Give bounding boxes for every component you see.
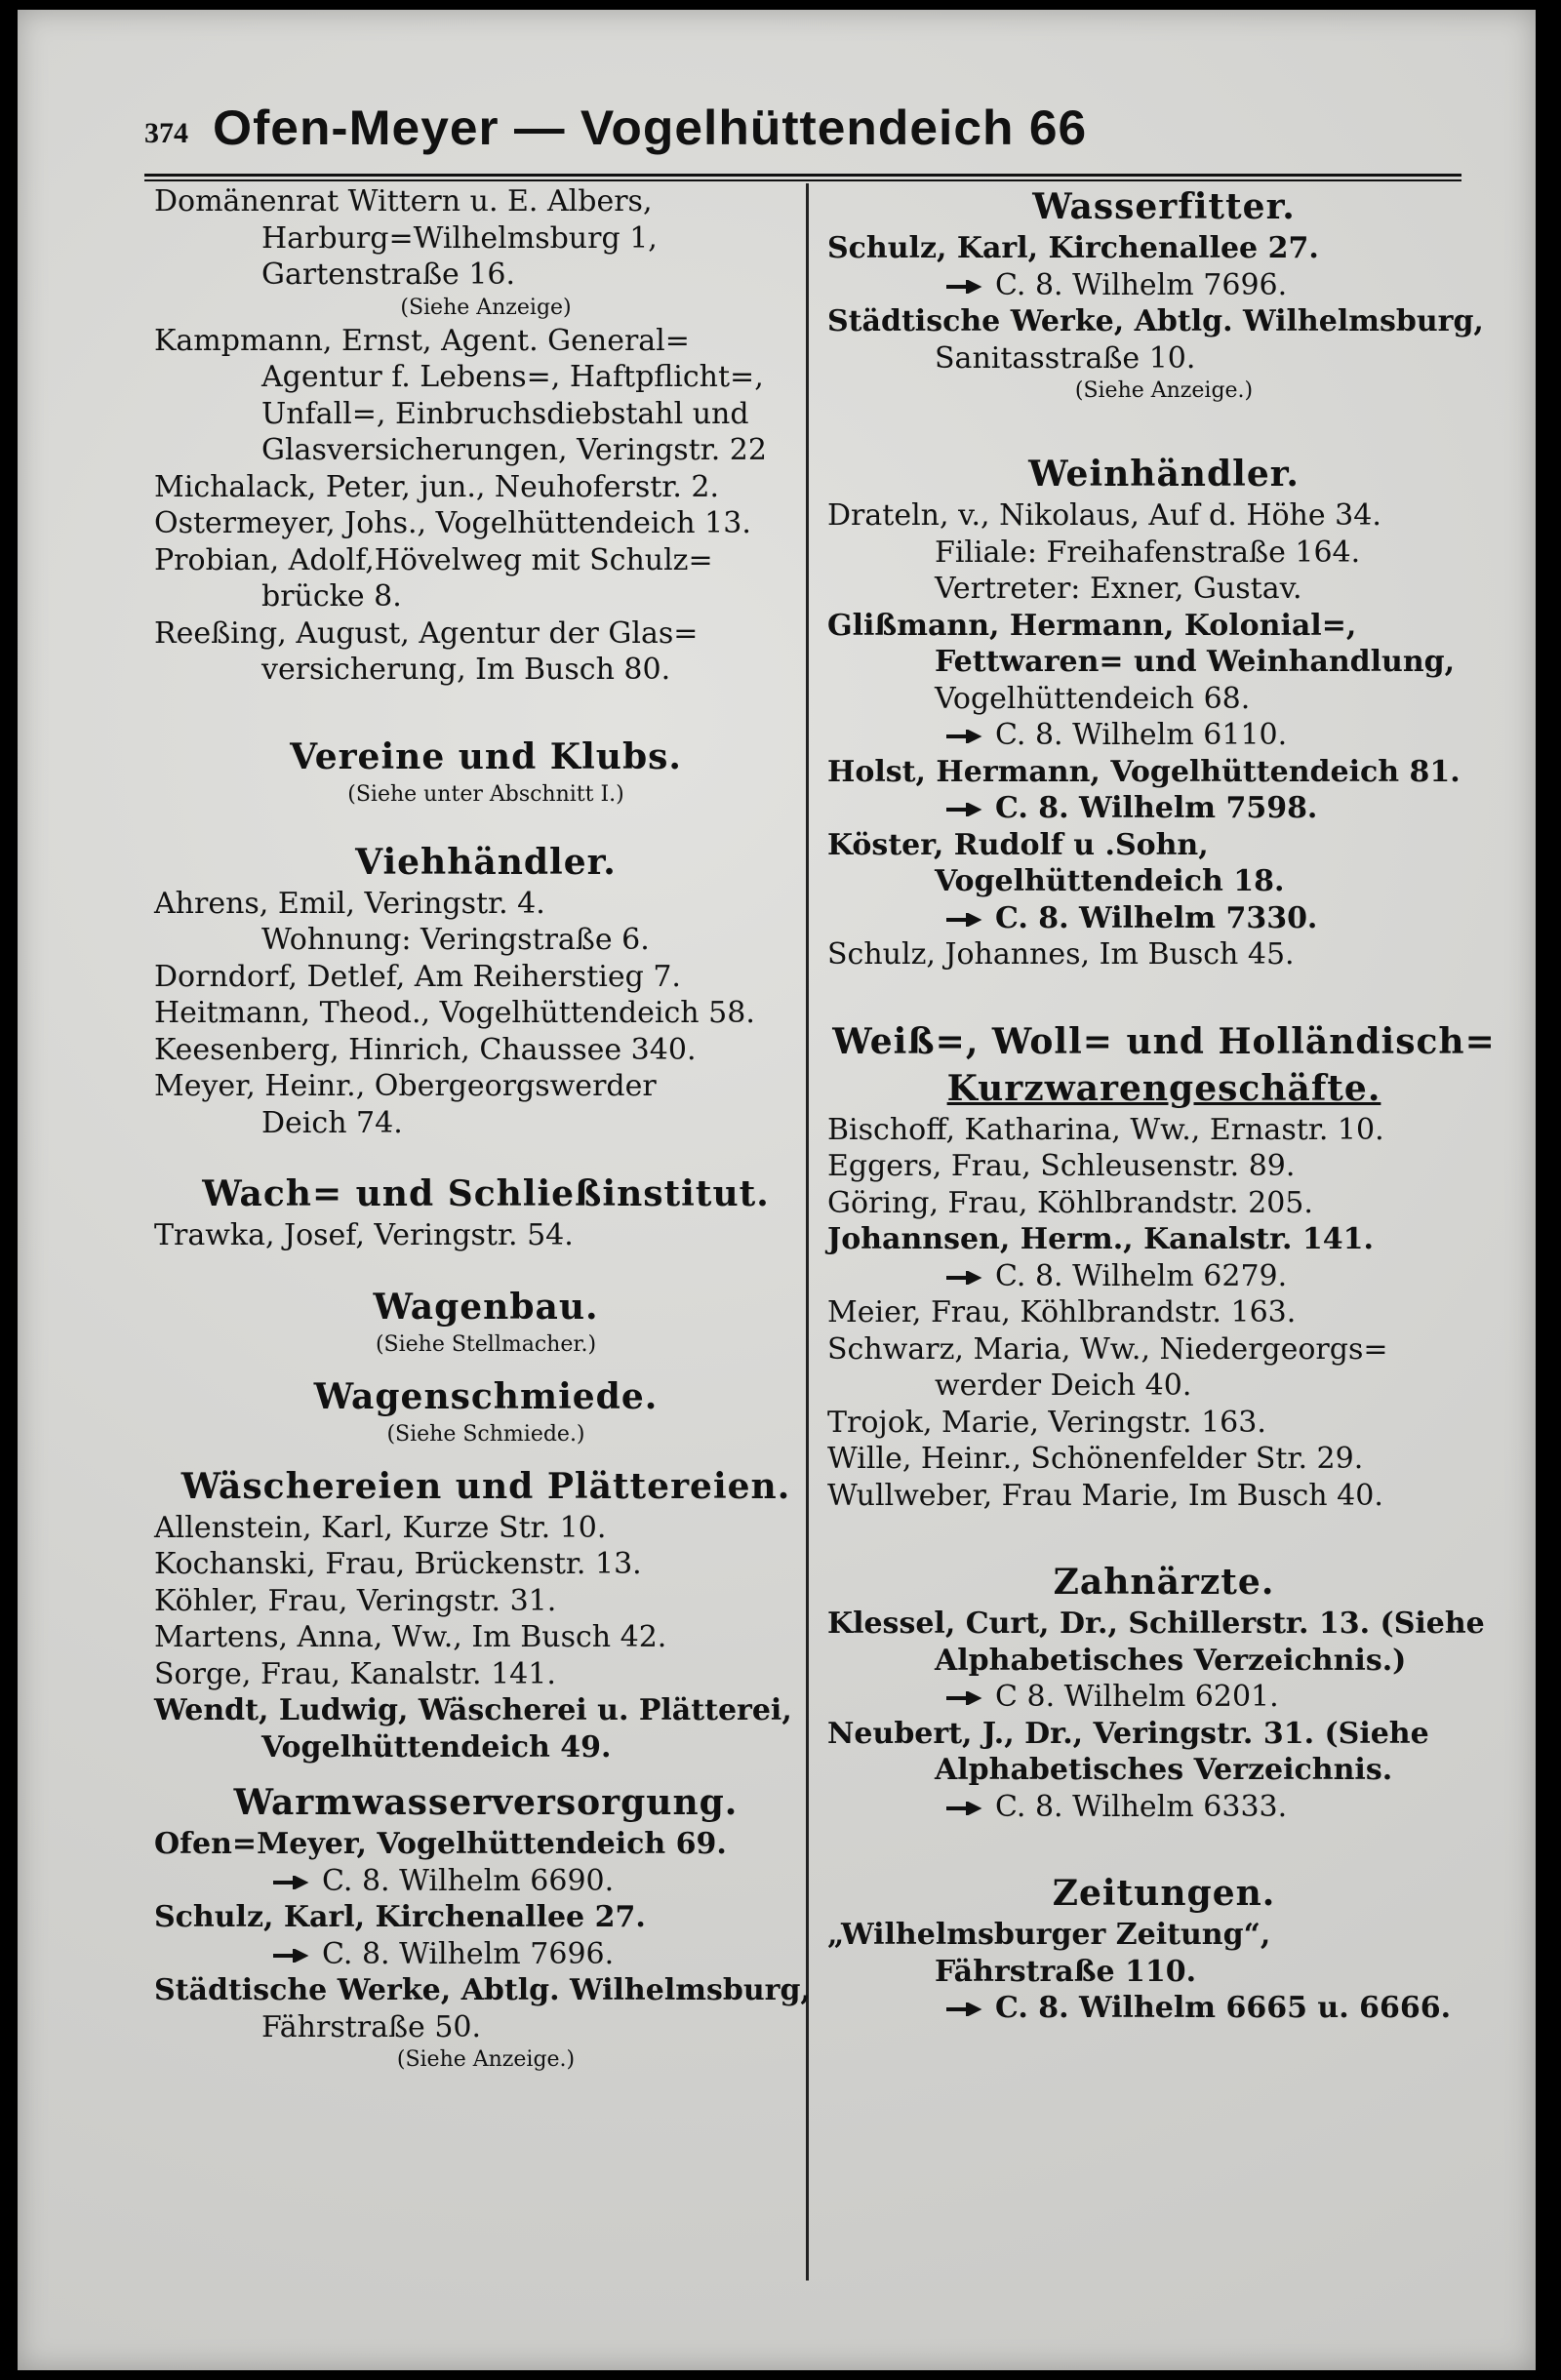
list-item: Neubert, J., Dr., Veringstr. 31. (Siehe [827,1716,1429,1751]
list-item: Wullweber, Frau Marie, Im Busch 40. [827,1478,1383,1513]
phone-number: C. 8. Wilhelm 6110. [995,718,1288,752]
list-item: Holst, Hermann, Vogelhüttendeich 81. [827,754,1461,789]
phone-line [827,267,1501,304]
section-title: Warmwasserversorgung. [233,1782,739,1823]
phone-number: C. 8. Wilhelm 6279. [995,1258,1288,1293]
list-item: versicherung, Im Busch 80. [261,653,671,687]
section-title: Viehhändler. [355,841,617,883]
section-title: Wasserfitter. [1032,186,1296,227]
section-title: Vereine und Klubs. [290,735,682,777]
list-item: Klessel, Curt, Dr., Schillerstr. 13. (Siehe [827,1606,1485,1641]
list-item: Meier, Frau, Köhlbrandstr. 163. [827,1295,1297,1329]
phone-number: C. 8. Wilhelm 7696. [322,1936,615,1971]
advert-note: (Siehe Anzeige) [400,295,572,320]
list-item: Köster, Rudolf u .Sohn, [827,827,1209,862]
section-note: (Siehe Stellmacher.) [375,1331,597,1357]
section-title: Zahnärzte. [1053,1562,1275,1603]
list-item: Vogelhüttendeich 49. [261,1729,612,1765]
left-column [154,183,818,2075]
phone-number: C. 8. Wilhelm 6333. [995,1789,1288,1824]
section-title: Weiß=, Woll= und Holländisch= [832,1020,1496,1062]
telephone-hand-icon [271,1876,314,1889]
section-title: Wach= und Schließinstitut. [202,1173,770,1214]
list-item: Heitmann, Theod., Vogelhüttendeich 58. [154,996,755,1030]
phone-line [154,1936,818,1973]
header-rule-bottom [144,179,1461,181]
advert-note: (Siehe Anzeige.) [396,2047,576,2072]
phone-number: C. 8. Wilhelm 6690. [322,1863,615,1898]
phone-line [827,1679,1501,1716]
phone-line [827,1990,1501,2027]
list-item: Wohnung: Veringstraße 6. [261,923,650,957]
list-item: Sanitasstraße 10. [935,340,1196,376]
list-item: Bischoff, Katharina, Ww., Ernastr. 10. [827,1112,1384,1147]
list-item: Martens, Anna, Ww., Im Busch 42. [154,1620,667,1654]
list-item: Allenstein, Karl, Kurze Str. 10. [154,1510,607,1545]
section-title: Zeitungen. [1052,1873,1276,1914]
phone-line [827,790,1501,827]
list-item: Unfall=, Einbruchsdiebstahl und [261,396,749,431]
list-item: Glißmann, Hermann, Kolonial=, [827,608,1357,643]
list-item: Trojok, Marie, Veringstr. 163. [827,1405,1266,1440]
right-column [827,183,1501,2027]
list-item: Glasversicherungen, Veringstr. 22 [261,433,767,467]
telephone-hand-icon [944,1691,987,1705]
phone-number: C. 8. Wilhelm 6665 u. 6666. [995,1991,1452,2025]
phone-number: C. 8. Wilhelm 7330. [995,900,1318,935]
list-item: Probian, Adolf,Hövelweg mit Schulz= [154,542,713,577]
telephone-hand-icon [271,1949,314,1963]
list-item: Schulz, Karl, Kirchenallee 27. [827,231,1319,265]
list-item: Dorndorf, Detlef, Am Reiherstieg 7. [154,959,681,994]
phone-number: C. 8. Wilhelm 7598. [995,791,1318,825]
list-item: Domänenrat Wittern u. E. Albers, [154,184,653,218]
phone-number: C. 8. Wilhelm 7696. [995,267,1288,302]
list-item: Vogelhüttendeich 68. [935,681,1251,716]
list-item: Filiale: Freihafenstraße 164. [935,535,1361,570]
list-item: Trawka, Josef, Veringstr. 54. [154,1218,574,1252]
list-item: Vogelhüttendeich 18. [935,864,1285,898]
list-item: Drateln, v., Nikolaus, Auf d. Höhe 34. [827,498,1381,533]
list-item: Ahrens, Emil, Veringstr. 4. [154,886,545,921]
directory-page [18,10,1536,2370]
phone-line [154,1863,818,1900]
list-item: Agentur f. Lebens=, Haftpflicht=, [261,360,764,394]
telephone-hand-icon [944,1802,987,1815]
list-item: Keesenberg, Hinrich, Chaussee 340. [154,1032,697,1067]
phone-line [827,900,1501,937]
list-item: Ofen=Meyer, Vogelhüttendeich 69. [154,1827,727,1861]
page-header [144,99,1461,168]
list-item: Schulz, Johannes, Im Busch 45. [827,937,1295,972]
page-number: 374 [144,117,188,149]
list-item: Wendt, Ludwig, Wäscherei u. Plätterei, [154,1693,792,1727]
list-item: Meyer, Heinr., Obergeorgswerder [154,1069,657,1103]
running-title: Ofen-Meyer — Vogelhüttendeich 66 [213,100,1088,155]
list-item: Johannsen, Herm., Kanalstr. 141. [827,1222,1374,1256]
list-item: „Wilhelmsburger Zeitung“, [827,1918,1271,1952]
telephone-hand-icon [944,913,987,927]
list-item: Fettwaren= und Weinhandlung, [935,645,1456,679]
list-item: Städtische Werke, Abtlg. Wilhelmsburg, [827,304,1484,338]
section-title: Wagenbau. [373,1286,599,1328]
list-item: Wille, Heinr., Schönenfelder Str. 29. [827,1442,1364,1476]
list-item: Vertreter: Exner, Gustav. [935,572,1302,606]
list-item: Eggers, Frau, Schleusenstr. 89. [827,1149,1296,1183]
list-item: Reeßing, August, Agentur der Glas= [154,615,699,651]
section-title-cont: Kurzwarengeschäfte. [946,1067,1381,1109]
telephone-hand-icon [944,730,987,743]
advert-note: (Siehe Anzeige.) [1074,378,1254,403]
list-item: Alphabetisches Verzeichnis. [935,1753,1393,1787]
phone-line [827,1258,1501,1295]
phone-number: C 8. Wilhelm 6201. [995,1680,1279,1714]
list-item: werder Deich 40. [935,1368,1192,1403]
list-item: Sorge, Frau, Kanalstr. 141. [154,1656,556,1691]
section-title: Wäschereien und Plättereien. [180,1465,791,1507]
list-item: Alphabetisches Verzeichnis.) [935,1643,1407,1678]
section-title: Wagenschmiede. [313,1375,659,1417]
telephone-hand-icon [944,803,987,816]
section-note: (Siehe unter Abschnitt I.) [347,781,624,807]
list-item: Kampmann, Ernst, Agent. General= [154,323,690,358]
list-item: Städtische Werke, Abtlg. Wilhelmsburg, [154,1973,811,2007]
list-item: Harburg=Wilhelmsburg 1, [261,220,658,256]
list-item: Kochanski, Frau, Brückenstr. 13. [154,1547,642,1581]
phone-line [827,1789,1501,1826]
section-title: Weinhändler. [1028,454,1300,495]
header-rule-top [144,174,1461,177]
list-item: Ostermeyer, Johs., Vogelhüttendeich 13. [154,506,751,540]
telephone-hand-icon [944,280,987,294]
list-item: Deich 74. [261,1105,403,1140]
list-item: Fährstraße 110. [935,1954,1197,1989]
list-item: Schulz, Karl, Kirchenallee 27. [154,1900,646,1934]
list-item: Gartenstraße 16. [261,258,516,292]
list-item: Schwarz, Maria, Ww., Niedergeorgs= [827,1331,1388,1367]
section-note: (Siehe Schmiede.) [386,1421,585,1447]
phone-line [827,717,1501,754]
list-item: Köhler, Frau, Veringstr. 31. [154,1583,557,1618]
list-item: Göring, Frau, Köhlbrandstr. 205. [827,1185,1313,1220]
list-item: Michalack, Peter, jun., Neuhoferstr. 2. [154,469,720,504]
telephone-hand-icon [944,2003,987,2016]
telephone-hand-icon [944,1271,987,1285]
list-item: Fährstraße 50. [261,2009,482,2044]
list-item: brücke 8. [261,579,402,614]
